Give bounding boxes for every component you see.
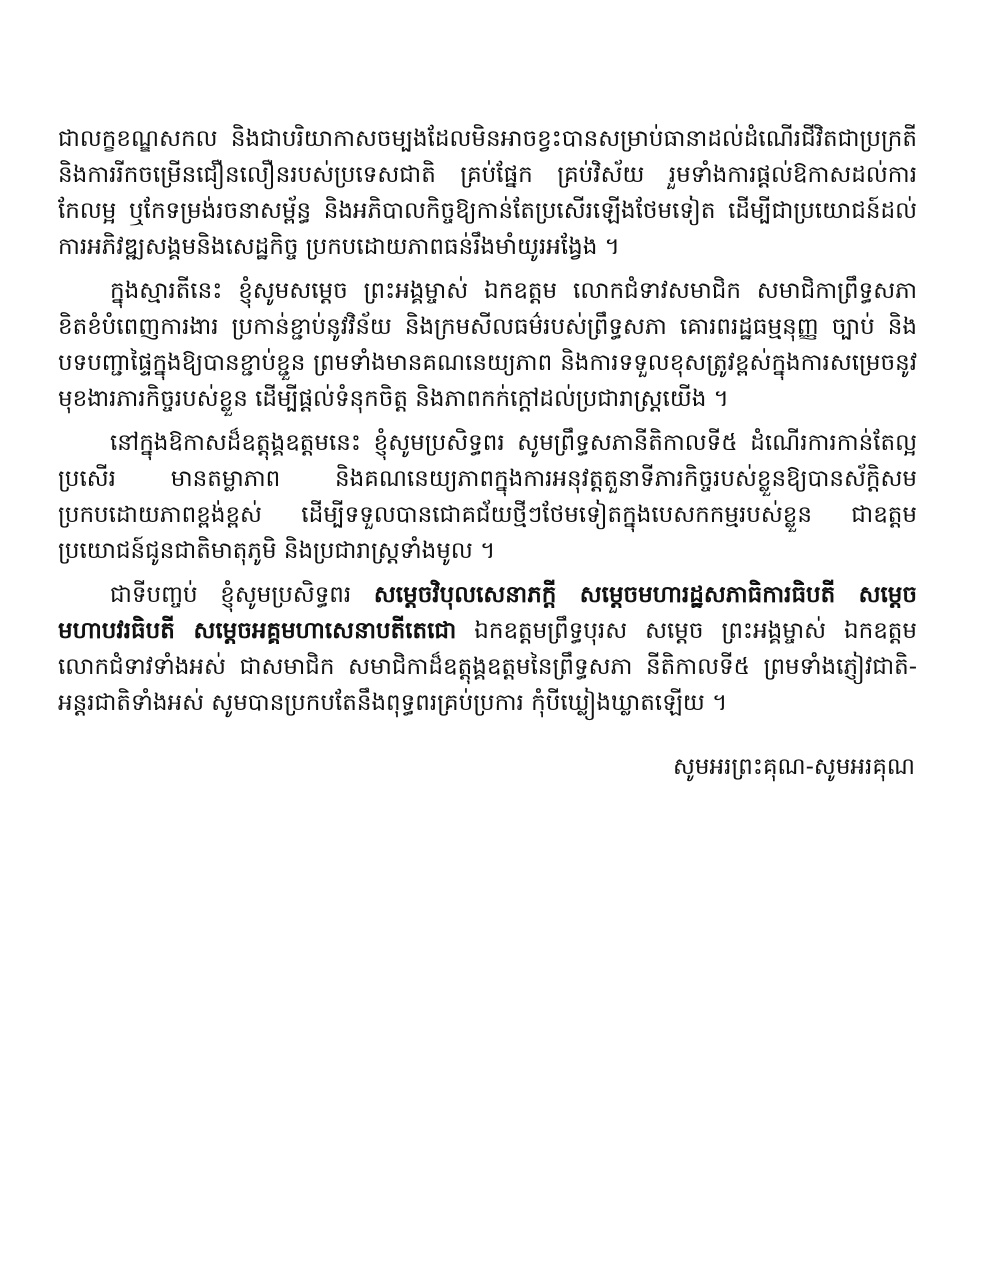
paragraph-2: ក្នុងស្មារតីនេះ ខ្ញុំសូមសម្តេច ព្រះអង្គម្ចាស់ ឯកឧត្តម លោកជំទាវសមាជិក សមាជិកាព្រឹទ្ធសភា ខិតខំបំពេញការងារ ប្រកាន់ខ្ជាប់នូវវិន័យ និងក្រមសីលធម៌របស់ព្រឹទ្ធសភា គោរពរដ្ឋធម្មនុញ្ញ ច្បាប់ និងបទបញ្ជាផ្ទៃក្នុងឱ្យបានខ្ជាប់ខ្ជួន ព្រមទាំងមានគណនេយ្យភាព និងការទទួលខុសត្រូវខ្ពស់ក្នុងការសម្រេចនូវមុខងារភារកិច្ចរបស់ខ្លួន ដើម្បីផ្តល់ទំនុកចិត្ត និងភាពកក់ក្តៅដល់ប្រជារាស្ត្រយើង ។ bbox=[58, 278, 917, 412]
paragraph-1: ជាលក្ខខណ្ឌសកល និងជាបរិយាកាសចម្បងដែលមិនអាចខ្វះបានសម្រាប់ធានាដល់ដំណើរជីវិតជាប្រក្រតី និងការរីកចម្រើនជឿនលឿនរបស់ប្រទេសជាតិ គ្រប់ផ្នែក គ្រប់វិស័យ រួមទាំងការផ្តល់ឱកាសដល់ការកែលម្អ ឬកែទម្រង់រចនាសម្ព័ន្ធ និងអភិបាលកិច្ចឱ្យកាន់តែប្រសើរឡើងថែមទៀត ដើម្បីជាប្រយោជន៍ដល់ការអភិវឌ្ឍសង្គមនិងសេដ្ឋកិច្ច ប្រកបដោយភាពធន់រឹងមាំយូរអង្វែង ។ bbox=[58, 126, 917, 260]
paragraph-4-suffix: ឯកឧត្តមព្រឹទ្ធបុរស សម្តេច ព្រះអង្គម្ចាស់ ឯកឧត្តម លោកជំទាវទាំងអស់ ជាសមាជិក សមាជិកាដ៏ឧត្តុង្គឧត្តមនៃព្រឹទ្ធសភា នីតិកាលទី៥ ព្រមទាំងភ្ញៀវជាតិ-អន្តរជាតិទាំងអស់ សូមបានប្រកបតែនឹងពុទ្ធពរគ្រប់ប្រការ កុំបីឃ្លៀងឃ្លាតឡើយ ។ bbox=[58, 618, 917, 716]
paragraph-4-prefix: ជាទីបញ្ចប់ ខ្ញុំសូមប្រសិទ្ធពរ bbox=[110, 582, 374, 608]
paragraph-4-honorifics: សម្តេចវិបុលសេនាភក្តី សម្តេចមហារដ្ឋសភាធិការធិបតី សម្តេចមហាបវរធិបតី សម្តេចអគ្គមហាសេនាបតីតេជោ bbox=[58, 582, 918, 644]
paragraph-4 bbox=[58, 577, 917, 721]
paragraph-3: នៅក្នុងឱកាសដ៏ឧត្តុង្គឧត្តមនេះ ខ្ញុំសូមប្រសិទ្ធពរ សូមព្រឹទ្ធសភានីតិកាលទី៥ ដំណើរការកាន់តែល្អប្រសើរ មានតម្លាភាព និងគណនេយ្យភាពក្នុងការអនុវត្តតួនាទីភារកិច្ចរបស់ខ្លួនឱ្យបានស័ក្តិសម ប្រកបដោយភាពខ្ពង់ខ្ពស់ ដើម្បីទទួលបានជោគជ័យថ្មីៗថែមទៀតក្នុងបេសកកម្មរបស់ខ្លួន ជាឧត្តមប្រយោជន៍ជូនជាតិមាតុភូមិ និងប្រជារាស្ត្រទាំងមូល ។ bbox=[58, 430, 917, 564]
closing-line: សូមអរព្រះគុណ-សូមអរគុណ bbox=[672, 754, 915, 780]
